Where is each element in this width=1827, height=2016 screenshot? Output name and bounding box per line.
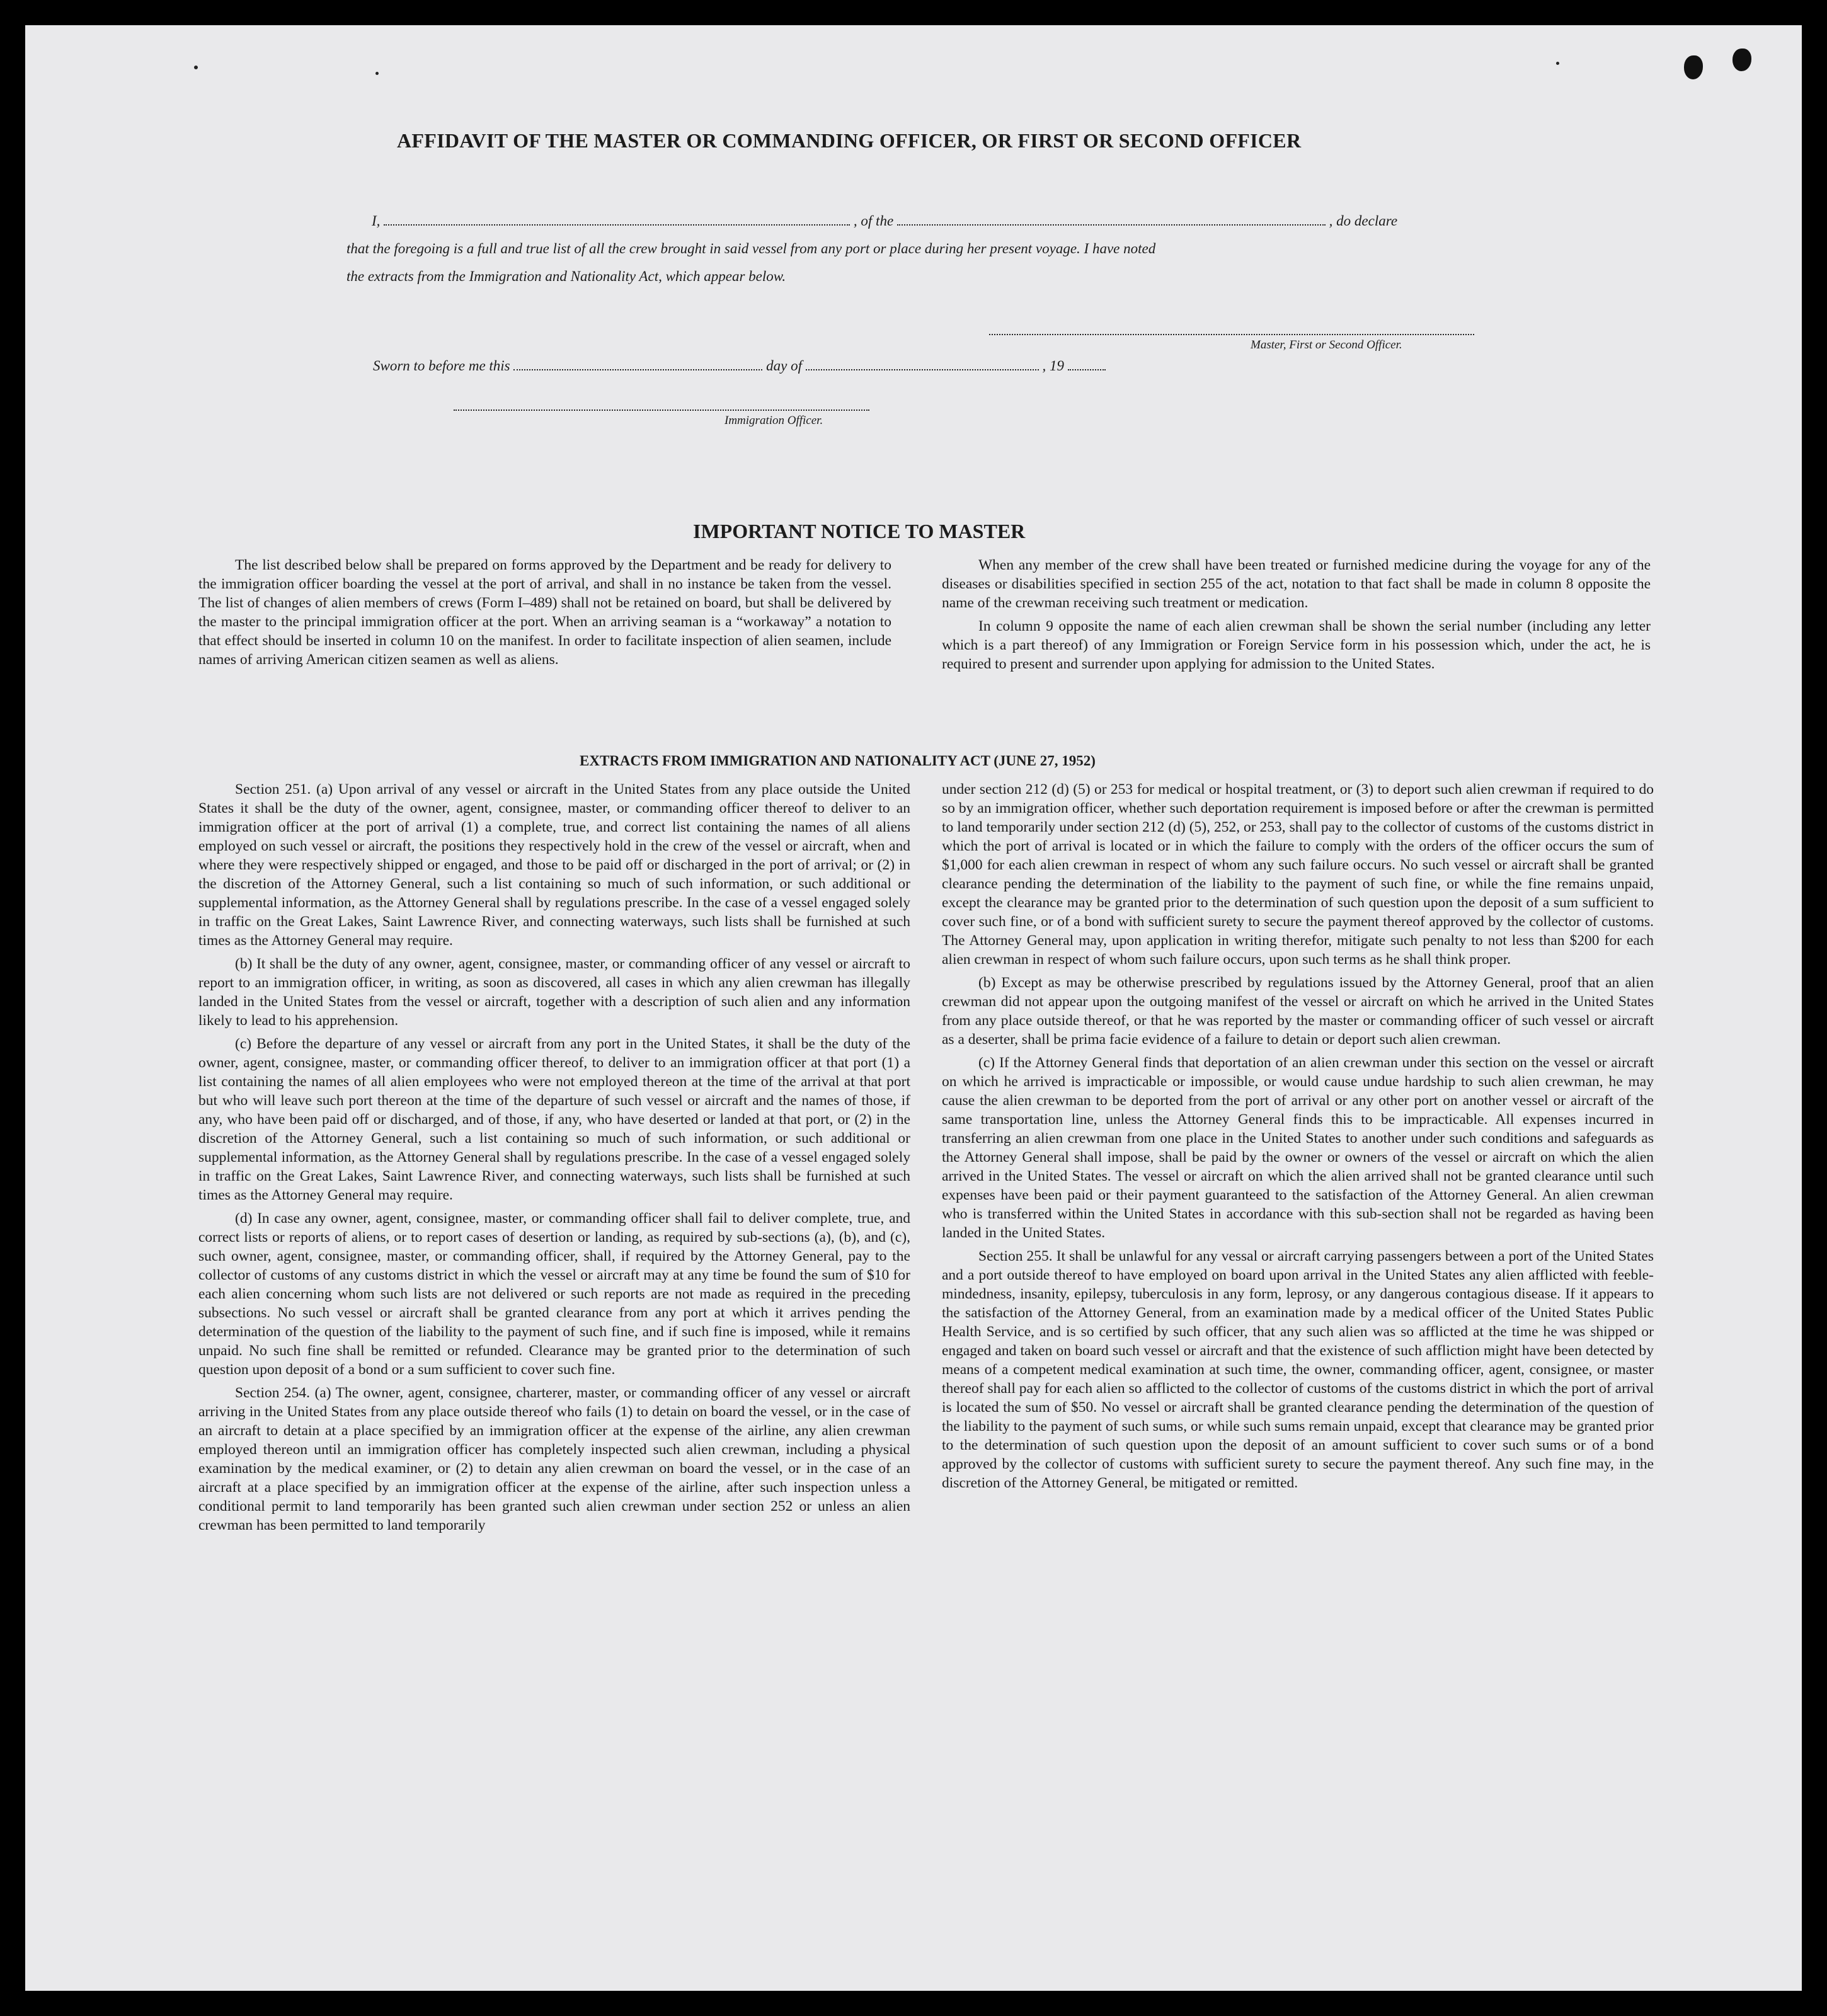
declaration-line-3: the extracts from the Immigration and Nationality Act, which appear below. — [346, 268, 786, 284]
notice-left-column — [198, 556, 891, 669]
section-254c: (c) If the Attorney General finds that deportation of an alien crewman under this section on the vessel or aircraft on which he arrived is impracticable or impossible, or would cause undue hardship to such alien crewman, he may cause the alien crewman to be deported from the port of arrival or any other port on another vessel or aircraft of the same transportation line, unless the Attorney General finds this to be impracticable. All expenses incurred in transferring an alien crewman from one place in the United States to another under such conditions and safeguards as the Attorney General shall impose, shall be paid by the owner or owners of the vessel or aircraft on which the alien arrived in the United States. The vessel or aircraft on which the alien arrived shall not be granted clearance until such expenses have been paid or their payment guaranteed to the satisfaction of the Attorney General. An alien crewman who is transferred within the United States in accordance with this sub-section shall not be regarded as having been landed in the United States. — [942, 1055, 1654, 1241]
officer-signature-line[interactable] — [454, 410, 869, 411]
sworn-label: Sworn to before me this — [373, 358, 510, 374]
sworn-year-field[interactable] — [1068, 369, 1106, 370]
sworn-line — [373, 358, 1106, 374]
officer-caption: Immigration Officer. — [724, 414, 823, 427]
declaration-line-2: that the foregoing is a full and true list of all the crew brought in said vessel from any port or place during her present voyage. I have noted — [346, 241, 1156, 256]
section-255: Section 255. It shall be unlawful for any vessal or aircraft carrying passengers between a port of the United States and a port outside thereof to have employed on board upon arrival in the United States any alien afflicted with feeble-mindedness, insanity, epilepsy, tuberculosis in any form, leprosy, or any dangerous contagious disease. If it appears to the satisfaction of the Attorney General, from an examination made by a medical officer of the United States Public Health Service, and is so certified by such officer, that any such alien was so afflicted at the time he was shipped or engaged and taken on board such vessel or aircraft and that the existence of such affliction might have been detected by means of a competent medical examination at such time, the owner, commanding officer, agent, consignee, or master thereof shall pay for each alien so afflicted to the collector of customs of the customs district in which the port of arrival is located the sum of $50. No vessel or aircraft shall be granted clearance pending the determination of the question of the liability to the payment of such sums, or while such sums remain unpaid, except that clearance may be granted prior to the determination of such question upon the deposit of an amount sufficient to cover such sums or of a bond approved by the collector of customs with sufficient surety to secure the payment thereof. Any such fine may, in the discretion of the Attorney General, be mitigated or remitted. — [942, 1248, 1654, 1491]
notice-right-paragraph-2: In column 9 opposite the name of each alien crewman shall be shown the serial number (including any letter which is a part thereof) of any Immigration or Foreign Service form in his possession which, under the act, he is required to present and surrender upon applying for admission to the United States. — [942, 618, 1651, 672]
punch-hole-right — [1732, 49, 1751, 71]
decl-of-the-label: , of the — [853, 213, 894, 229]
sworn-day-field[interactable] — [513, 369, 762, 370]
notice-title: IMPORTANT NOTICE TO MASTER — [693, 520, 1026, 542]
year-label: , 19 — [1042, 358, 1064, 374]
declaration-line-1 — [372, 213, 1499, 229]
notice-left-paragraph: The list described below shall be prepared on forms approved by the Department and be ready for delivery to the immigration officer boarding the vessel at the port of arrival, and shall in no instance be taken from the vessel. The list of changes of alien members of crews (Form I–489) shall not be retained on board, but shall be delivered by the master to the principal immigration officer at the port. When an arriving seaman is a “workaway” a notation to that effect should be inserted in column 10 on the manifest. In order to facilitate inspection of alien seamen, include names of arriving American citizen seamen as well as aliens. — [198, 557, 891, 668]
speck — [375, 72, 379, 75]
vessel-field[interactable] — [897, 224, 1326, 226]
section-254a-continued: under section 212 (d) (5) or 253 for medical or hospital treatment, or (3) to deport such alien crewman if required to do so by an immigration officer, whether such deportation requirement is imposed before or after the crewman is permitted to land temporarily under section 212 (d) (5), 252, or 253, shall pay to the collector of customs of the customs district in which the port of arrival is located or in which the failure to comply with the orders of the officer occurs the sum of $1,000 for each alien crewman in respect of whom any such failure occurs. No such vessel or aircraft shall be granted clearance pending the determination of the liability to the payment of such fine, or while the fine remains unpaid, except the clearance may be granted prior to the determination of such question upon the deposit of a sum sufficient to cover such fine, or of a bond with sufficient surety to secure the payment thereof approved by the collector of customs. The Attorney General may, upon application in writing therefor, mitigate such penalty to not less than $200 for each alien crewman in respect of whom such failure occurs, upon such terms as he shall think proper. — [942, 781, 1654, 968]
section-254a: Section 254. (a) The owner, agent, consignee, charterer, master, or commanding officer of any vessel or aircraft arriving in the United States from any place outside thereof who fails (1) to detain on board the vessel, or in the case of an aircraft to detain at a place specified by an immigration officer at the expense of the airline, any alien crewman employed thereon until an immigration officer has completely inspected such alien crewman, including a physical examination by the medical examiner, or (2) to detain any alien crewman on board the vessel, or in the case of an aircraft at a place specified by an immigration officer at the expense of the airline, after such inspection unless a conditional permit to land temporarily has been granted such alien crewman under section 252 or unless an alien crewman has been permitted to land temporarily — [198, 1385, 910, 1533]
sworn-month-field[interactable] — [806, 369, 1039, 370]
decl-end-label: , do declare — [1329, 213, 1398, 229]
section-251b: (b) It shall be the duty of any owner, agent, consignee, master, or commanding officer of any vessel or aircraft to report to an immigration officer, in writing, as soon as discovered, all cases in which any alien crewman has illegally landed in the United States from the vessel or aircraft, together with a description of such alien and any information likely to lead to his apprehension. — [198, 956, 910, 1029]
master-signature-line[interactable] — [989, 334, 1474, 335]
extracts-left-column — [198, 780, 910, 1535]
notice-right-column — [942, 556, 1651, 673]
section-254b: (b) Except as may be otherwise prescribed by regulations issued by the Attorney General, proof that an alien crewman did not appear upon the outgoing manifest of the vessel or aircraft on which he arrived in the United States from any place outside thereof, or that he was reported by the master or commanding officer of such vessel or aircraft as a deserter, shall be prima facie evidence of a failure to detain or deport such alien crewman. — [942, 975, 1654, 1048]
notice-right-paragraph-1: When any member of the crew shall have been treated or furnished medicine during the voyage for any of the diseases or disabilities specified in section 255 of the act, notation to that fact shall be made in column 8 opposite the name of the crewman receiving such treatment or medication. — [942, 557, 1651, 611]
document-page — [25, 25, 1802, 1991]
section-251d: (d) In case any owner, agent, consignee, master, or commanding officer shall fail to deliver complete, true, and correct lists or reports of aliens, or to report cases of desertion or landing, as required by sub-sections (a), (b), and (c), such owner, agent, consignee, master, or commanding officer, shall, if required by the Attorney General, pay to the collector of customs of any customs district in which the vessel or aircraft may at any time be found the sum of $10 for each alien concerning whom such lists are not delivered or such reports are not made as required in the preceding subsections. No such vessel or aircraft shall be granted clearance from any port at which it arrives pending the determination of the question of the liability to the payment of such fine, and if such fine is imposed, while it remains unpaid. No such fine shall be remitted or refunded. Clearance may be granted prior to the determination of such question upon deposit of a bond or a sum sufficient to cover such fine. — [198, 1210, 910, 1378]
extracts-title: EXTRACTS FROM IMMIGRATION AND NATIONALITY ACT (JUNE 27, 1952) — [580, 753, 1096, 769]
extracts-right-column — [942, 780, 1654, 1492]
section-251a: Section 251. (a) Upon arrival of any vessel or aircraft in the United States from any place outside the United States it shall be the duty of the owner, agent, consignee, master, or commanding officer thereof to deliver to an immigration officer at the port of arrival (1) a complete, true, and correct list containing the names of all aliens employed on such vessel or aircraft, the positions they respectively hold in the crew of the vessel or aircraft, when and where they were respectively shipped or engaged, and those to be paid off or discharged in the port of arrival; or (2) in the discretion of the Attorney General, such a list containing so much of such information, or such additional or supplemental information, as the Attorney General shall by regulations prescribe. In the case of a vessel engaged solely in traffic on the Great Lakes, Saint Lawrence River, and connecting waterways, such lists shall be furnished at such times as the Attorney General may require. — [198, 781, 910, 949]
decl-i-label: I, — [372, 213, 381, 229]
punch-hole-left — [1684, 55, 1703, 79]
section-251c: (c) Before the departure of any vessel or aircraft from any port in the United States, it shall be the duty of the owner, agent, consignee, master, or commanding officer thereof, to deliver to an immigration officer at that port (1) a list containing the names of all alien employees who were not employed thereon at the time of the arrival at that port but who will leave such port thereon at the time of the departure of such vessel or aircraft and the names of those, if any, who have been paid off or discharged, and of those, if any, who have deserted or landed at that port, or (2) in the discretion of the Attorney General, such a list containing so much of such information, or such additional or supplemental information, as the Attorney General shall by regulations prescribe. In the case of a vessel engaged solely in traffic on the Great Lakes, Saint Lawrence River, and connecting waterways, such lists shall be furnished at such times as the Attorney General may require. — [198, 1036, 910, 1203]
speck — [194, 66, 198, 69]
name-field[interactable] — [384, 224, 850, 226]
day-of-label: day of — [766, 358, 802, 374]
speck — [1556, 62, 1559, 65]
master-caption: Master, First or Second Officer. — [1251, 338, 1402, 352]
affidavit-title: AFFIDAVIT OF THE MASTER OR COMMANDING OFFICER, OR FIRST OR SECOND OFFICER — [397, 129, 1302, 152]
